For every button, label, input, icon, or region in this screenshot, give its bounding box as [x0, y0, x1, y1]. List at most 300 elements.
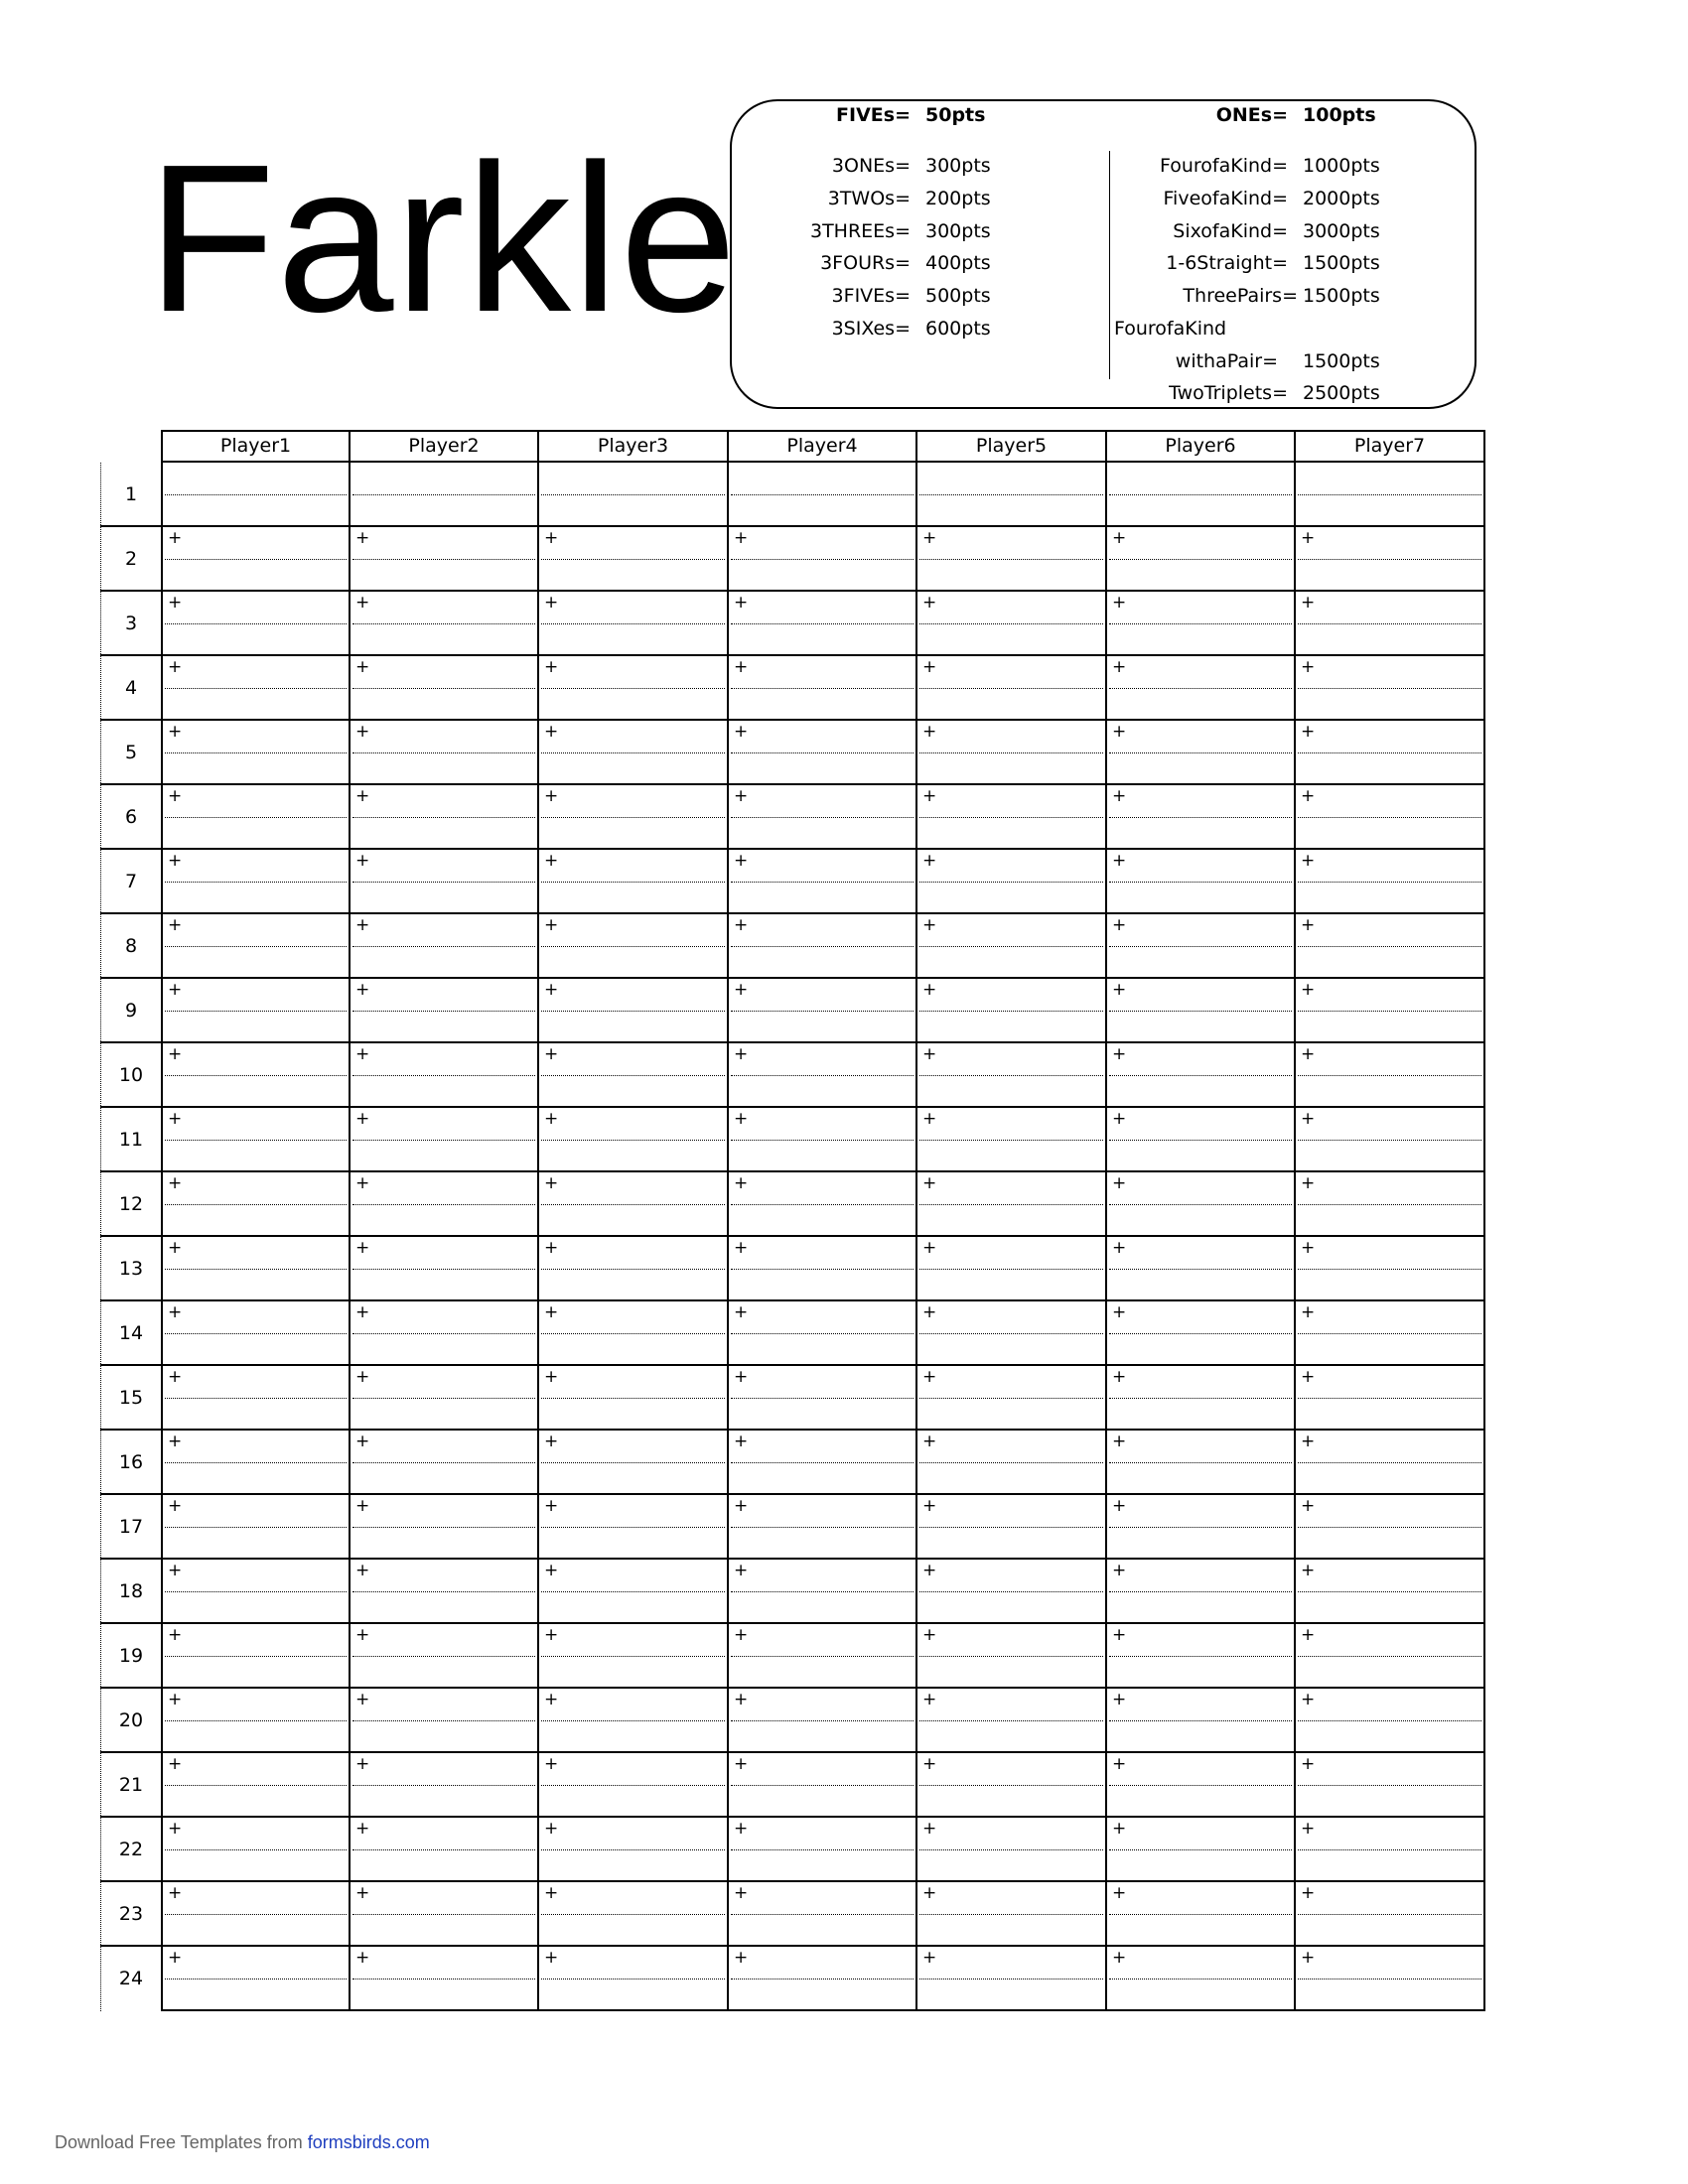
score-cell[interactable] — [1296, 592, 1485, 656]
score-cell[interactable] — [1107, 1495, 1296, 1560]
plus-sign: + — [922, 657, 937, 677]
score-cell[interactable] — [1107, 1301, 1296, 1366]
score-cell[interactable] — [729, 1882, 917, 1947]
plus-sign: + — [1112, 786, 1127, 806]
plus-sign: + — [1112, 1948, 1127, 1968]
score-cell[interactable] — [161, 1108, 351, 1172]
score-cell[interactable] — [1107, 1947, 1296, 2011]
plus-sign: + — [355, 1883, 370, 1903]
plus-sign: + — [544, 980, 559, 1000]
score-cell[interactable] — [539, 850, 729, 914]
score-cell[interactable] — [1107, 850, 1296, 914]
score-cell[interactable] — [1296, 1689, 1485, 1753]
dotted-rule — [1109, 1656, 1292, 1657]
score-cell[interactable] — [1107, 1818, 1296, 1882]
score-cell[interactable] — [161, 592, 351, 656]
dotted-rule — [165, 1527, 347, 1528]
score-cell[interactable] — [1296, 656, 1485, 721]
score-cell[interactable] — [161, 1947, 351, 2011]
score-cell[interactable] — [729, 1301, 917, 1366]
dotted-rule — [165, 559, 347, 560]
score-cell[interactable] — [1107, 1237, 1296, 1301]
score-row — [100, 592, 1485, 656]
plus-sign: + — [922, 593, 937, 613]
score-cell[interactable] — [1296, 1560, 1485, 1624]
dotted-rule — [1109, 1269, 1292, 1270]
score-cell[interactable] — [1296, 914, 1485, 979]
score-cell[interactable] — [161, 1043, 351, 1108]
score-cell[interactable] — [1107, 1689, 1296, 1753]
score-row — [100, 1495, 1485, 1560]
score-cell[interactable] — [1107, 1431, 1296, 1495]
plus-sign: + — [544, 1754, 559, 1774]
score-cell[interactable] — [351, 656, 539, 721]
score-cell[interactable] — [1296, 1108, 1485, 1172]
plus-sign: + — [355, 657, 370, 677]
plus-sign: + — [355, 722, 370, 742]
dotted-rule — [1109, 559, 1292, 560]
score-cell[interactable] — [917, 979, 1107, 1043]
score-cell[interactable] — [917, 1108, 1107, 1172]
score-cell[interactable] — [351, 1495, 539, 1560]
footer-link[interactable]: formsbirds.com — [307, 2132, 430, 2152]
score-cell[interactable] — [1296, 1624, 1485, 1689]
dotted-rule — [1298, 1591, 1481, 1592]
round-number: 24 — [100, 1947, 161, 2011]
dotted-rule — [541, 946, 725, 947]
score-cell[interactable] — [917, 592, 1107, 656]
plus-sign: + — [734, 528, 749, 548]
dotted-rule — [731, 1075, 914, 1076]
dotted-rule — [919, 1720, 1103, 1721]
dotted-rule — [731, 1140, 914, 1141]
score-cell[interactable] — [539, 1043, 729, 1108]
score-cell[interactable] — [351, 1882, 539, 1947]
score-cell[interactable] — [351, 1753, 539, 1818]
dotted-rule — [1298, 1269, 1481, 1270]
score-cell[interactable] — [539, 1882, 729, 1947]
score-cell[interactable] — [1107, 1108, 1296, 1172]
score-cell[interactable] — [1107, 592, 1296, 656]
plus-sign: + — [355, 1496, 370, 1516]
score-cell[interactable] — [351, 850, 539, 914]
score-cell[interactable] — [729, 1108, 917, 1172]
score-cell[interactable] — [1296, 850, 1485, 914]
score-cell[interactable] — [1107, 1043, 1296, 1108]
dotted-rule — [731, 1785, 914, 1786]
plus-sign: + — [1112, 980, 1127, 1000]
score-cell[interactable] — [917, 463, 1107, 527]
score-cell[interactable] — [539, 1172, 729, 1237]
score-cell[interactable] — [161, 1237, 351, 1301]
score-cell[interactable] — [729, 1624, 917, 1689]
score-cell[interactable] — [161, 721, 351, 785]
score-cell[interactable] — [161, 1301, 351, 1366]
score-cell[interactable] — [1296, 979, 1485, 1043]
score-cell[interactable] — [1296, 463, 1485, 527]
plus-sign: + — [1112, 1625, 1127, 1645]
score-row — [100, 1753, 1485, 1818]
dotted-rule — [1298, 559, 1481, 560]
score-cell[interactable] — [917, 1882, 1107, 1947]
dotted-rule — [541, 1785, 725, 1786]
plus-sign: + — [734, 1044, 749, 1064]
score-cell[interactable] — [917, 1560, 1107, 1624]
dotted-rule — [919, 1011, 1103, 1012]
score-cell[interactable] — [1107, 527, 1296, 592]
plus-sign: + — [1301, 1883, 1316, 1903]
dotted-rule — [165, 817, 347, 818]
score-cell[interactable] — [161, 1753, 351, 1818]
score-row — [100, 1366, 1485, 1431]
score-cell[interactable] — [161, 785, 351, 850]
dotted-rule — [352, 1785, 535, 1786]
dotted-rule — [1109, 623, 1292, 624]
plus-sign: + — [922, 1302, 937, 1322]
score-cell[interactable] — [161, 1882, 351, 1947]
dotted-rule — [541, 1333, 725, 1334]
score-cell[interactable] — [1107, 1366, 1296, 1431]
plus-sign: + — [734, 786, 749, 806]
dotted-rule — [731, 1591, 914, 1592]
score-cell[interactable] — [729, 721, 917, 785]
plus-sign: + — [544, 1109, 559, 1129]
score-cell[interactable] — [1296, 1818, 1485, 1882]
score-cell[interactable] — [729, 592, 917, 656]
plus-sign: + — [922, 1173, 937, 1193]
plus-sign: + — [544, 1883, 559, 1903]
dotted-rule — [352, 688, 535, 689]
score-cell[interactable] — [1296, 1366, 1485, 1431]
score-cell[interactable] — [351, 527, 539, 592]
score-cell[interactable] — [351, 1237, 539, 1301]
plus-sign: + — [355, 786, 370, 806]
score-cell[interactable] — [351, 1043, 539, 1108]
score-cell[interactable] — [729, 463, 917, 527]
score-cell[interactable] — [729, 1689, 917, 1753]
score-cell[interactable] — [351, 914, 539, 979]
score-cell[interactable] — [917, 1431, 1107, 1495]
score-cell[interactable] — [917, 656, 1107, 721]
score-cell[interactable] — [729, 1495, 917, 1560]
score-cell[interactable] — [161, 1818, 351, 1882]
dotted-rule — [165, 1720, 347, 1721]
dotted-rule — [541, 752, 725, 753]
dotted-rule — [919, 623, 1103, 624]
footer-text: Download Free Templates from — [55, 2132, 308, 2152]
score-row — [100, 1237, 1485, 1301]
score-cell[interactable] — [917, 1301, 1107, 1366]
dotted-rule — [1109, 1527, 1292, 1528]
score-cell[interactable] — [729, 1366, 917, 1431]
dotted-rule — [541, 1656, 725, 1657]
plus-sign: + — [734, 1819, 749, 1839]
score-cell[interactable] — [539, 656, 729, 721]
score-cell[interactable] — [351, 721, 539, 785]
score-cell[interactable] — [917, 1753, 1107, 1818]
score-cell[interactable] — [917, 1947, 1107, 2011]
dotted-rule — [352, 946, 535, 947]
dotted-rule — [1109, 1140, 1292, 1141]
score-cell[interactable] — [1107, 1882, 1296, 1947]
score-cell[interactable] — [161, 1431, 351, 1495]
dotted-rule — [1109, 1849, 1292, 1850]
plus-sign: + — [1301, 593, 1316, 613]
dotted-rule — [1298, 817, 1481, 818]
score-cell[interactable] — [351, 979, 539, 1043]
plus-sign: + — [1301, 1302, 1316, 1322]
score-cell[interactable] — [161, 1495, 351, 1560]
score-cell[interactable] — [351, 1818, 539, 1882]
score-cell[interactable] — [917, 1495, 1107, 1560]
plus-sign: + — [1112, 1496, 1127, 1516]
score-cell[interactable] — [1296, 1043, 1485, 1108]
dotted-rule — [1298, 1011, 1481, 1012]
round-number: 21 — [100, 1753, 161, 1818]
round-number: 14 — [100, 1301, 161, 1366]
rule-fives-value: 50pts — [925, 104, 986, 126]
rule-left-label: 3THREEs= — [809, 220, 911, 242]
plus-sign: + — [922, 1690, 937, 1709]
dotted-rule — [919, 494, 1103, 495]
dotted-rule — [1109, 882, 1292, 883]
score-cell[interactable] — [1107, 979, 1296, 1043]
score-cell[interactable] — [917, 914, 1107, 979]
plus-sign: + — [734, 1496, 749, 1516]
score-cell[interactable] — [729, 1237, 917, 1301]
plus-sign: + — [1112, 593, 1127, 613]
score-cell[interactable] — [539, 1237, 729, 1301]
score-cell[interactable] — [161, 1624, 351, 1689]
plus-sign: + — [168, 1173, 183, 1193]
score-cell[interactable] — [539, 1947, 729, 2011]
score-cell[interactable] — [1107, 1753, 1296, 1818]
score-cell[interactable] — [539, 721, 729, 785]
score-cell[interactable] — [161, 1366, 351, 1431]
score-cell[interactable] — [1107, 785, 1296, 850]
score-cell[interactable] — [539, 785, 729, 850]
plus-sign: + — [922, 1625, 937, 1645]
score-cell[interactable] — [917, 1043, 1107, 1108]
plus-sign: + — [168, 657, 183, 677]
dotted-rule — [1298, 1785, 1481, 1786]
dotted-rule — [352, 1011, 535, 1012]
score-cell[interactable] — [1107, 721, 1296, 785]
score-cell[interactable] — [1296, 721, 1485, 785]
plus-sign: + — [168, 786, 183, 806]
round-number: 13 — [100, 1237, 161, 1301]
score-cell[interactable] — [539, 463, 729, 527]
dotted-rule — [731, 946, 914, 947]
score-cell[interactable] — [539, 592, 729, 656]
plus-sign: + — [355, 1044, 370, 1064]
rule-right-label: withaPair= — [1175, 350, 1278, 372]
score-cell[interactable] — [539, 914, 729, 979]
score-cell[interactable] — [1296, 1753, 1485, 1818]
score-cell[interactable] — [729, 1172, 917, 1237]
score-cell[interactable] — [1107, 1560, 1296, 1624]
score-cell[interactable] — [1296, 1495, 1485, 1560]
dotted-rule — [165, 946, 347, 947]
dotted-rule — [165, 1591, 347, 1592]
dotted-rule — [1109, 1398, 1292, 1399]
round-number: 6 — [100, 785, 161, 850]
score-cell[interactable] — [1296, 1431, 1485, 1495]
score-cell[interactable] — [161, 979, 351, 1043]
score-cell[interactable] — [351, 1108, 539, 1172]
score-cell[interactable] — [729, 1753, 917, 1818]
score-cell[interactable] — [539, 1560, 729, 1624]
score-cell[interactable] — [161, 850, 351, 914]
score-cell[interactable] — [351, 785, 539, 850]
plus-sign: + — [1112, 915, 1127, 935]
dotted-rule — [352, 1269, 535, 1270]
score-cell[interactable] — [539, 1495, 729, 1560]
round-number: 20 — [100, 1689, 161, 1753]
score-cell[interactable] — [161, 1689, 351, 1753]
score-cell[interactable] — [539, 1624, 729, 1689]
score-cell[interactable] — [729, 785, 917, 850]
score-cell[interactable] — [729, 1947, 917, 2011]
score-cell[interactable] — [1107, 1172, 1296, 1237]
round-number: 18 — [100, 1560, 161, 1624]
plus-sign: + — [734, 851, 749, 871]
score-cell[interactable] — [351, 592, 539, 656]
score-cell[interactable] — [539, 1366, 729, 1431]
dotted-rule — [731, 494, 914, 495]
score-cell[interactable] — [539, 1108, 729, 1172]
score-cell[interactable] — [351, 1947, 539, 2011]
score-cell[interactable] — [917, 1818, 1107, 1882]
rule-left-value: 500pts — [925, 285, 991, 307]
score-cell[interactable] — [1296, 785, 1485, 850]
score-cell[interactable] — [1296, 527, 1485, 592]
plus-sign: + — [355, 593, 370, 613]
score-cell[interactable] — [917, 1237, 1107, 1301]
plus-sign: + — [922, 722, 937, 742]
plus-sign: + — [734, 1883, 749, 1903]
score-cell[interactable] — [351, 1172, 539, 1237]
dotted-rule — [1298, 1204, 1481, 1205]
score-cell[interactable] — [539, 979, 729, 1043]
score-row — [100, 1043, 1485, 1108]
score-cell[interactable] — [161, 914, 351, 979]
score-cell[interactable] — [729, 656, 917, 721]
score-cell[interactable] — [1296, 1237, 1485, 1301]
score-cell[interactable] — [729, 1431, 917, 1495]
round-number: 9 — [100, 979, 161, 1043]
dotted-rule — [1109, 1462, 1292, 1463]
score-cell[interactable] — [729, 527, 917, 592]
plus-sign: + — [544, 1044, 559, 1064]
plus-sign: + — [168, 1754, 183, 1774]
score-cell[interactable] — [917, 785, 1107, 850]
plus-sign: + — [1301, 1238, 1316, 1258]
dotted-rule — [1298, 1849, 1481, 1850]
score-cell[interactable] — [539, 527, 729, 592]
score-cell[interactable] — [1107, 1624, 1296, 1689]
score-cell[interactable] — [1296, 1947, 1485, 2011]
score-cell[interactable] — [539, 1301, 729, 1366]
score-cell[interactable] — [729, 1560, 917, 1624]
score-cell[interactable] — [161, 463, 351, 527]
plus-sign: + — [168, 980, 183, 1000]
score-cell[interactable] — [1296, 1172, 1485, 1237]
score-cell[interactable] — [917, 1689, 1107, 1753]
score-cell[interactable] — [351, 1366, 539, 1431]
score-cell[interactable] — [917, 527, 1107, 592]
dotted-rule — [352, 559, 535, 560]
plus-sign: + — [734, 1173, 749, 1193]
score-cell[interactable] — [351, 463, 539, 527]
plus-sign: + — [734, 980, 749, 1000]
round-number: 15 — [100, 1366, 161, 1431]
plus-sign: + — [734, 1238, 749, 1258]
score-cell[interactable] — [351, 1624, 539, 1689]
plus-sign: + — [734, 593, 749, 613]
dotted-rule — [165, 1269, 347, 1270]
score-cell[interactable] — [351, 1301, 539, 1366]
score-cell[interactable] — [351, 1431, 539, 1495]
score-cell[interactable] — [539, 1431, 729, 1495]
score-row — [100, 1301, 1485, 1366]
score-cell[interactable] — [917, 850, 1107, 914]
round-number: 7 — [100, 850, 161, 914]
plus-sign: + — [355, 1948, 370, 1968]
score-cell[interactable] — [161, 656, 351, 721]
score-cell[interactable] — [1296, 1301, 1485, 1366]
score-cell[interactable] — [917, 1366, 1107, 1431]
plus-sign: + — [544, 1690, 559, 1709]
score-cell[interactable] — [729, 1043, 917, 1108]
dotted-rule — [1109, 1011, 1292, 1012]
dotted-rule — [165, 494, 347, 495]
dotted-rule — [1109, 817, 1292, 818]
score-cell[interactable] — [729, 1818, 917, 1882]
rules-divider — [1109, 151, 1110, 379]
score-cell[interactable] — [539, 1689, 729, 1753]
score-cell[interactable] — [351, 1560, 539, 1624]
score-cell[interactable] — [161, 1172, 351, 1237]
score-cell[interactable] — [729, 914, 917, 979]
dotted-rule — [352, 1398, 535, 1399]
score-cell[interactable] — [1107, 463, 1296, 527]
dotted-rule — [1109, 1914, 1292, 1915]
dotted-rule — [919, 1785, 1103, 1786]
score-cell[interactable] — [161, 1560, 351, 1624]
score-cell[interactable] — [539, 1818, 729, 1882]
dotted-rule — [919, 1204, 1103, 1205]
score-cell[interactable] — [917, 1172, 1107, 1237]
score-cell[interactable] — [729, 979, 917, 1043]
score-cell[interactable] — [1296, 1882, 1485, 1947]
dotted-rule — [165, 752, 347, 753]
rule-left-label: 3SIXes= — [831, 318, 911, 340]
score-cell[interactable] — [351, 1689, 539, 1753]
score-cell[interactable] — [917, 721, 1107, 785]
rule-fives-label: FIVEs= — [836, 104, 911, 126]
rule-right-value: 1000pts — [1303, 155, 1380, 177]
score-cell[interactable] — [1107, 914, 1296, 979]
plus-sign: + — [544, 1561, 559, 1580]
plus-sign: + — [544, 786, 559, 806]
score-cell[interactable] — [729, 850, 917, 914]
score-cell[interactable] — [539, 1753, 729, 1818]
score-cell[interactable] — [1107, 656, 1296, 721]
dotted-rule — [165, 1398, 347, 1399]
score-cell[interactable] — [917, 1624, 1107, 1689]
score-cell[interactable] — [161, 527, 351, 592]
